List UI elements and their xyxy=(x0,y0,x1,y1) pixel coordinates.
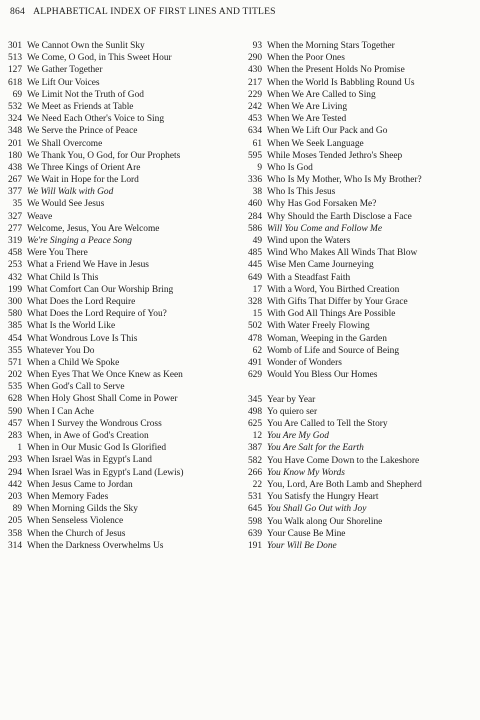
index-entry xyxy=(232,272,480,284)
hymn-title: When the Morning Stars Together xyxy=(267,41,395,51)
hymn-number: 532 xyxy=(7,101,22,112)
hymn-title: Who Is This Jesus xyxy=(267,187,336,198)
hymn-title: You Are My God xyxy=(267,431,329,442)
index-entry xyxy=(232,418,480,430)
index-entry xyxy=(0,503,232,515)
index-column-left xyxy=(0,40,232,552)
hymn-number: 580 xyxy=(7,309,22,320)
index-entry xyxy=(0,198,232,210)
index-entry xyxy=(232,247,480,259)
index-entry xyxy=(232,296,480,308)
index-entry xyxy=(232,113,480,125)
hymn-title: When the World Is Babbling Round Us xyxy=(267,77,415,88)
hymn-title: We Need Each Other's Voice to Sing xyxy=(27,114,165,125)
hymn-number: 253 xyxy=(7,260,22,271)
hymn-title: Your Will Be Done xyxy=(267,540,337,551)
hymn-number: 199 xyxy=(7,284,22,295)
hymn-title: You Walk along Our Shoreline xyxy=(267,516,383,527)
hymn-number: 358 xyxy=(7,528,22,539)
index-entry xyxy=(0,101,232,113)
hymn-number: 9 xyxy=(257,162,262,173)
hymn-number: 277 xyxy=(7,223,22,234)
index-entry xyxy=(0,235,232,247)
hymn-title: What Child Is This xyxy=(27,272,99,283)
index-entry xyxy=(232,491,480,503)
hymn-title: When We Are Living xyxy=(267,101,348,112)
hymn-title: When Israel Was in Egypt's Land xyxy=(27,455,152,466)
hymn-number: 513 xyxy=(7,53,22,64)
hymn-number: 283 xyxy=(7,431,22,441)
index-entry xyxy=(0,296,232,308)
index-entry xyxy=(232,503,480,515)
hymn-title: When the Poor Ones xyxy=(267,53,345,64)
index-entry xyxy=(232,540,480,552)
index-entry xyxy=(232,174,480,186)
index-entry xyxy=(0,357,232,369)
hymn-number: 319 xyxy=(7,236,22,246)
hymn-number: 267 xyxy=(7,175,22,186)
hymn-title: When I Survey the Wondrous Cross xyxy=(27,418,162,429)
hymn-number: 438 xyxy=(7,162,22,173)
index-entry xyxy=(0,528,232,540)
hymn-number: 445 xyxy=(247,260,262,271)
hymn-title: We Limit Not the Truth of God xyxy=(27,89,144,100)
index-entry xyxy=(232,162,480,174)
page-number: 864 xyxy=(10,6,25,17)
index-entry xyxy=(232,345,480,357)
index-entry xyxy=(0,40,232,52)
hymn-number: 49 xyxy=(252,236,262,246)
hymn-number: 531 xyxy=(247,492,262,503)
hymn-title: Your Cause Be Mine xyxy=(267,528,346,539)
hymn-number: 595 xyxy=(247,150,262,161)
hymn-title: Wind upon the Waters xyxy=(267,236,351,246)
hymn-title: You Have Come Down to the Lakeshore xyxy=(267,455,420,466)
index-entry xyxy=(232,467,480,479)
hymn-number: 571 xyxy=(7,357,22,368)
hymn-title: Why Should the Earth Disclose a Face xyxy=(267,211,412,222)
hymn-number: 645 xyxy=(247,504,262,515)
hymn-number: 12 xyxy=(252,431,262,442)
hymn-title: We Cannot Own the Sunlit Sky xyxy=(27,41,145,51)
hymn-title: What Is the World Like xyxy=(27,321,116,332)
hymn-title: Yo quiero ser xyxy=(267,406,318,417)
hymn-title: Who Is God xyxy=(267,162,313,173)
index-entry xyxy=(0,406,232,418)
hymn-number: 453 xyxy=(247,114,262,125)
hymn-title: When Morning Gilds the Sky xyxy=(27,504,138,515)
index-entry xyxy=(232,284,480,296)
hymn-title: When Jesus Came to Jordan xyxy=(27,479,133,490)
hymn-number: 502 xyxy=(247,321,262,332)
hymn-title: We're Singing a Peace Song xyxy=(27,236,132,246)
hymn-title: You Shall Go Out with Joy xyxy=(267,504,367,515)
index-entry xyxy=(0,442,232,454)
hymn-title: Womb of Life and Source of Being xyxy=(267,345,400,356)
hymn-number: 649 xyxy=(247,272,262,283)
hymn-number: 61 xyxy=(252,138,262,149)
hymn-number: 498 xyxy=(247,406,262,417)
index-entry xyxy=(0,150,232,162)
hymn-title: Would You Bless Our Homes xyxy=(267,370,378,381)
index-entry xyxy=(0,320,232,332)
group-gap xyxy=(232,381,480,393)
index-group-y xyxy=(232,394,480,552)
index-entry xyxy=(0,272,232,284)
hymn-number: 328 xyxy=(247,296,262,307)
hymn-title: We Would See Jesus xyxy=(27,199,105,210)
index-entry xyxy=(232,64,480,76)
hymn-number: 93 xyxy=(252,41,262,51)
hymn-number: 629 xyxy=(247,370,262,381)
hymn-number: 345 xyxy=(247,394,262,405)
hymn-title: When Holy Ghost Shall Come in Power xyxy=(27,394,178,405)
hymn-title: Welcome, Jesus, You Are Welcome xyxy=(27,223,160,234)
index-entry xyxy=(0,211,232,223)
hymn-title: When Israel Was in Egypt's Land (Lewis) xyxy=(27,467,184,478)
index-entry xyxy=(232,259,480,271)
hymn-number: 69 xyxy=(12,89,22,100)
index-entry xyxy=(0,393,232,405)
hymn-title: When Eyes That We Once Knew as Keen xyxy=(27,370,183,381)
hymn-number: 582 xyxy=(247,455,262,466)
hymn-number: 625 xyxy=(247,419,262,430)
hymn-number: 217 xyxy=(247,77,262,88)
index-column-right xyxy=(232,40,480,552)
index-entry xyxy=(232,77,480,89)
hymn-title: When We Lift Our Pack and Go xyxy=(267,126,388,137)
index-entry xyxy=(232,333,480,345)
index-entry xyxy=(0,186,232,198)
index-entry xyxy=(0,113,232,125)
hymn-title: You, Lord, Are Both Lamb and Shepherd xyxy=(267,479,422,490)
hymn-number: 387 xyxy=(247,443,262,454)
index-entry xyxy=(232,516,480,528)
hymn-number: 205 xyxy=(7,516,22,527)
hymn-number: 491 xyxy=(247,357,262,368)
index-entry xyxy=(232,150,480,162)
hymn-title: Wonder of Wonders xyxy=(267,357,342,368)
index-entry xyxy=(0,77,232,89)
hymn-number: 478 xyxy=(247,333,262,344)
hymn-title: Wise Men Came Journeying xyxy=(267,260,374,271)
hymn-number: 242 xyxy=(247,101,262,112)
hymn-title: What Wondrous Love Is This xyxy=(27,333,138,344)
hymn-number: 385 xyxy=(7,321,22,332)
hymn-number: 180 xyxy=(7,150,22,161)
hymn-title: What a Friend We Have in Jesus xyxy=(27,260,149,271)
hymn-number: 294 xyxy=(7,467,22,478)
hymn-title: When We Are Tested xyxy=(267,114,347,125)
index-entry xyxy=(232,442,480,454)
index-group-w xyxy=(232,40,480,381)
hymn-title: When Memory Fades xyxy=(27,491,109,502)
hymn-title: We Lift Our Voices xyxy=(27,77,100,88)
hymn-title: When a Child We Spoke xyxy=(27,357,120,368)
index-entry xyxy=(232,308,480,320)
index-entry xyxy=(232,125,480,137)
index-entry xyxy=(0,259,232,271)
hymn-number: 266 xyxy=(247,467,262,478)
hymn-number: 301 xyxy=(7,41,22,51)
index-entry xyxy=(0,125,232,137)
index-entry xyxy=(0,247,232,259)
index-entry xyxy=(232,406,480,418)
index-entry xyxy=(232,101,480,113)
hymn-title: When Senseless Violence xyxy=(27,516,124,527)
index-entry xyxy=(0,467,232,479)
hymn-title: Weave xyxy=(27,211,53,222)
hymn-title: With a Steadfast Faith xyxy=(267,272,351,283)
hymn-number: 535 xyxy=(7,382,22,393)
hymn-number: 300 xyxy=(7,296,22,307)
hymn-number: 442 xyxy=(7,479,22,490)
hymn-title: With Water Freely Flowing xyxy=(267,321,370,332)
hymn-title: We Gather Together xyxy=(27,65,103,76)
hymn-number: 454 xyxy=(7,333,22,344)
hymn-number: 355 xyxy=(7,345,22,356)
index-entry xyxy=(0,430,232,442)
hymn-title: Whatever You Do xyxy=(27,345,95,356)
index-entry xyxy=(232,52,480,64)
hymn-number: 348 xyxy=(7,126,22,137)
index-entry xyxy=(0,491,232,503)
hymn-title: We Thank You, O God, for Our Prophets xyxy=(27,150,181,161)
hymn-number: 290 xyxy=(247,53,262,64)
index-entry xyxy=(0,333,232,345)
hymn-title: Who Is My Mother, Who Is My Brother? xyxy=(267,175,422,186)
hymn-title: You Are Salt for the Earth xyxy=(267,443,364,454)
index-entry xyxy=(232,369,480,381)
hymn-title: Year by Year xyxy=(267,394,316,405)
hymn-title: When We Seek Language xyxy=(267,138,364,149)
hymn-number: 598 xyxy=(247,516,262,527)
hymn-title: We Will Walk with God xyxy=(27,187,114,198)
hymn-title: What Comfort Can Our Worship Bring xyxy=(27,284,174,295)
hymn-title: What Does the Lord Require xyxy=(27,296,136,307)
hymn-title: You Satisfy the Hungry Heart xyxy=(267,492,379,503)
index-entry xyxy=(0,308,232,320)
hymn-number: 202 xyxy=(7,370,22,381)
hymn-title: You Know My Words xyxy=(267,467,345,478)
hymn-title: We Wait in Hope for the Lord xyxy=(27,175,139,186)
index-entry xyxy=(0,64,232,76)
index-entry xyxy=(232,211,480,223)
hymn-title: When I Can Ache xyxy=(27,406,94,417)
hymn-title: When, in Awe of God's Creation xyxy=(27,431,149,441)
index-entry xyxy=(0,418,232,430)
index-entry xyxy=(232,138,480,150)
hymn-number: 457 xyxy=(7,418,22,429)
hymn-number: 430 xyxy=(247,65,262,76)
index-entry xyxy=(0,52,232,64)
index-entry xyxy=(0,174,232,186)
hymn-number: 17 xyxy=(252,284,262,295)
hymn-number: 586 xyxy=(247,223,262,234)
hymn-title: You Are Called to Tell the Story xyxy=(267,419,388,430)
hymn-number: 1 xyxy=(17,443,22,454)
index-entry xyxy=(232,198,480,210)
hymn-number: 432 xyxy=(7,272,22,283)
hymn-title: Wind Who Makes All Winds That Blow xyxy=(267,248,418,259)
index-entry xyxy=(0,162,232,174)
index-entry xyxy=(232,223,480,235)
hymn-title: With God All Things Are Possible xyxy=(267,309,396,320)
hymn-title: When We Are Called to Sing xyxy=(267,89,376,100)
index-entry xyxy=(232,528,480,540)
hymn-title: We Serve the Prince of Peace xyxy=(27,126,138,137)
index-entry xyxy=(232,320,480,332)
index-entry xyxy=(232,357,480,369)
index-entry xyxy=(232,40,480,52)
index-entry xyxy=(0,479,232,491)
hymn-number: 293 xyxy=(7,455,22,466)
hymn-number: 634 xyxy=(247,126,262,137)
hymn-title: What Does the Lord Require of You? xyxy=(27,309,167,320)
index-entry xyxy=(232,479,480,491)
hymn-number: 38 xyxy=(252,187,262,198)
hymn-title: When the Present Holds No Promise xyxy=(267,65,405,76)
hymn-title: With Gifts That Differ by Your Grace xyxy=(267,296,408,307)
page-running-title: ALPHABETICAL INDEX OF FIRST LINES AND TITLES xyxy=(33,6,276,17)
hymn-number: 590 xyxy=(7,406,22,417)
index-entry xyxy=(0,223,232,235)
hymn-number: 89 xyxy=(12,504,22,515)
hymn-number: 22 xyxy=(252,479,262,490)
hymn-title: We Come, O God, in This Sweet Hour xyxy=(27,53,172,64)
index-entry xyxy=(0,138,232,150)
hymn-title: Were You There xyxy=(27,248,88,259)
hymn-number: 458 xyxy=(7,248,22,259)
hymn-number: 324 xyxy=(7,114,22,125)
index-entry xyxy=(0,540,232,552)
hymn-title: When in Our Music God Is Glorified xyxy=(27,443,167,454)
index-entry xyxy=(232,89,480,101)
hymn-number: 201 xyxy=(7,138,22,149)
index-entry xyxy=(0,369,232,381)
index-entry xyxy=(232,455,480,467)
index-entry xyxy=(232,235,480,247)
hymn-number: 15 xyxy=(252,309,262,320)
hymn-number: 327 xyxy=(7,211,22,222)
hymn-title: We Shall Overcome xyxy=(27,138,103,149)
hymn-number: 203 xyxy=(7,491,22,502)
hymn-number: 460 xyxy=(247,199,262,210)
hymn-title: When God's Call to Serve xyxy=(27,382,125,393)
hymn-number: 639 xyxy=(247,528,262,539)
hymn-title: When the Church of Jesus xyxy=(27,528,126,539)
hymn-title: We Three Kings of Orient Are xyxy=(27,162,141,173)
index-entry xyxy=(0,284,232,296)
hymn-number: 62 xyxy=(252,345,262,356)
index-entry xyxy=(232,186,480,198)
index-entry xyxy=(0,515,232,527)
hymn-number: 628 xyxy=(7,394,22,405)
hymn-number: 35 xyxy=(12,199,22,210)
page-header xyxy=(10,6,276,17)
hymn-title: While Moses Tended Jethro's Sheep xyxy=(267,150,403,161)
hymn-number: 191 xyxy=(247,540,262,551)
hymn-number: 284 xyxy=(247,211,262,222)
hymn-number: 618 xyxy=(7,77,22,88)
index-entry xyxy=(0,381,232,393)
index-entry xyxy=(0,454,232,466)
hymn-title: When the Darkness Overwhelms Us xyxy=(27,540,164,551)
index-entry xyxy=(232,394,480,406)
hymn-title: Woman, Weeping in the Garden xyxy=(267,333,387,344)
hymn-title: With a Word, You Birthed Creation xyxy=(267,284,400,295)
index-entry xyxy=(0,89,232,101)
hymn-number: 336 xyxy=(247,175,262,186)
hymn-number: 377 xyxy=(7,187,22,198)
hymn-title: Why Has God Forsaken Me? xyxy=(267,199,377,210)
index-entry xyxy=(232,430,480,442)
hymn-number: 485 xyxy=(247,248,262,259)
hymn-title: Will You Come and Follow Me xyxy=(267,223,383,234)
index-entry xyxy=(0,345,232,357)
hymn-title: We Meet as Friends at Table xyxy=(27,101,134,112)
hymn-number: 314 xyxy=(7,540,22,551)
hymn-number: 229 xyxy=(247,89,262,100)
hymn-number: 127 xyxy=(7,65,22,76)
